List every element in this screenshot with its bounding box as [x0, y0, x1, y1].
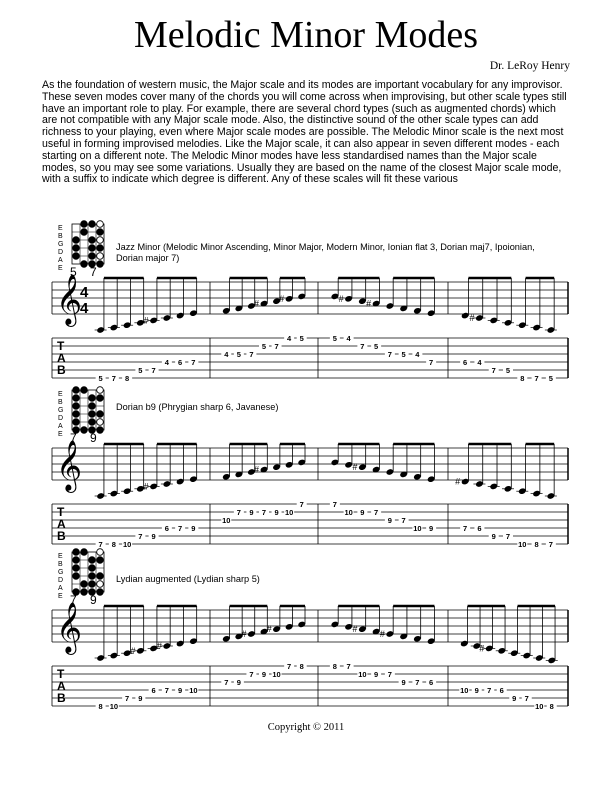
- tab-fret-number: 7: [360, 342, 365, 351]
- tab-fret-number: 8: [332, 662, 337, 671]
- fretboard-dot: [97, 589, 104, 596]
- tab-fret-number: 7: [261, 508, 267, 517]
- tab-fret-number: 8: [520, 374, 525, 383]
- tab-clef-letter: A: [57, 517, 66, 531]
- tab-fret-number: 6: [164, 524, 169, 533]
- time-signature-bottom: 4: [80, 300, 89, 317]
- tab-fret-number: 9: [374, 670, 379, 679]
- fret-label: 9: [90, 431, 97, 445]
- tab-fret-number: 4: [224, 350, 229, 359]
- fretboard-dot: [89, 581, 96, 588]
- tab-fret-number: 5: [374, 342, 379, 351]
- tab-fret-number: 8: [125, 374, 130, 383]
- string-name: G: [58, 407, 64, 414]
- tab-fret-number: 10: [535, 702, 544, 711]
- accidental-sharp: #: [254, 298, 260, 309]
- string-name: B: [58, 399, 63, 406]
- fretboard-dot: [89, 237, 96, 244]
- fretboard-dot: [81, 221, 88, 228]
- mode-name: Lydian augmented (Lydian sharp 5): [116, 574, 260, 584]
- string-name: D: [58, 249, 64, 256]
- tab-fret-number: 7: [487, 686, 492, 695]
- tab-fret-number: 7: [249, 670, 254, 679]
- accidental-sharp: #: [366, 298, 372, 309]
- tab-fret-number: 9: [138, 694, 143, 703]
- tab-fret-number: 9: [236, 678, 241, 687]
- tab-fret-number: 7: [415, 678, 420, 687]
- fretboard-dot: [97, 395, 104, 402]
- accidental-sharp: #: [338, 293, 344, 304]
- tab-fret-number: 7: [374, 508, 379, 517]
- string-name: E: [58, 391, 63, 398]
- string-name: B: [58, 233, 63, 240]
- tab-fret-number: 10: [284, 508, 294, 517]
- tab-fret-number: 7: [387, 670, 392, 679]
- intro-paragraph: As the foundation of western music, the Major scale and its modes are important vocabulary for any improvisor. These seven modes cover many of the chords you will come across when improvising, but other scale types still have an important role to play. For example, there are several chord types (such as augmented chords) which are not compatible with any Major scale mode. Also, the distinctive sound of the other scale types can add richness to your playing, even where Major scale modes are possible. The Melodic Minor scale is the next most useful in forming improvised melodies. Like the Major scale, it can also appear in seven different modes - each starting on a different note. The Melodic Minor modes have less standardised names than the Major scale modes, so you may see some variations. Usually they are based on the name of the closest Major scale mode, with a suffix to indicate which degree is different. Any of these scales will fit these various: [42, 79, 567, 186]
- fretboard-dot: [73, 573, 80, 580]
- tab-fret-number: 8: [98, 702, 103, 711]
- tab-fret-number: 7: [236, 508, 241, 517]
- tab-fret-number: 5: [98, 374, 103, 383]
- fretboard-dot: [81, 261, 88, 268]
- tab-fret-number: 10: [222, 516, 231, 525]
- tab-fret-number: 7: [505, 532, 511, 541]
- tab-fret-number: 9: [249, 508, 254, 517]
- tab-fret-number: 8: [549, 702, 554, 711]
- tab-fret-number: 7: [274, 342, 279, 351]
- tab-fret-number: 7: [346, 662, 351, 671]
- fretboard-dot: [89, 557, 96, 564]
- string-name: G: [58, 241, 64, 248]
- tab-fret-number: 7: [138, 532, 143, 541]
- fretboard-dot: [73, 245, 80, 252]
- accidental-sharp: #: [379, 629, 385, 639]
- fretboard-dot: [97, 549, 104, 556]
- string-name: E: [58, 225, 63, 232]
- fretboard-dot: [97, 419, 104, 426]
- accidental-sharp: #: [352, 624, 358, 635]
- accidental-sharp: #: [455, 476, 461, 487]
- fretboard-dot: [89, 573, 96, 580]
- fretboard-dot: [97, 411, 104, 418]
- fretboard-dot: [73, 411, 80, 418]
- accidental-sharp: #: [241, 629, 247, 639]
- fretboard-dot: [97, 221, 104, 228]
- tab-fret-number: 10: [272, 670, 281, 679]
- tab-fret-number: 6: [477, 524, 482, 533]
- fretboard-dot: [89, 403, 96, 410]
- tab-fret-number: 7: [524, 694, 529, 703]
- string-name: D: [58, 577, 64, 584]
- fretboard-dot: [81, 589, 88, 596]
- tab-fret-number: 9: [178, 686, 183, 695]
- fretboard-dot: [73, 557, 80, 564]
- fretboard-dot: [73, 403, 80, 410]
- tab-clef-letter: B: [57, 691, 66, 705]
- string-name: G: [58, 569, 64, 576]
- mode-name: Jazz Minor (Melodic Minor Ascending, Minor Major, Modern Minor, Ionian flat 3, Dorian maj7, Ipoionian, Dorian major 7): [116, 242, 535, 263]
- tab-fret-number: 7: [151, 366, 156, 375]
- tab-fret-number: 7: [287, 662, 292, 671]
- string-name: A: [58, 423, 63, 430]
- tab-clef-letter: A: [57, 679, 66, 693]
- fretboard-dot: [89, 411, 96, 418]
- fretboard-dot: [73, 549, 80, 556]
- tab-fret-number: 5: [299, 334, 304, 343]
- tab-clef-letter: B: [57, 363, 66, 377]
- tab-fret-number: 5: [138, 366, 143, 375]
- tab-fret-number: 4: [477, 358, 482, 367]
- tab-clef-letter: T: [57, 667, 65, 681]
- mode-section-lydian-augmented: [0, 548, 612, 718]
- tab-fret-number: 5: [261, 342, 267, 351]
- accidental-sharp: #: [279, 293, 285, 304]
- tab-fret-number: 7: [491, 366, 496, 375]
- string-name: A: [58, 585, 63, 592]
- fret-label: 7: [70, 431, 77, 445]
- tab-fret-number: 9: [401, 678, 406, 687]
- tab-fret-number: 5: [332, 334, 337, 343]
- fretboard-dot: [97, 253, 104, 260]
- fretboard-dot: [97, 557, 104, 564]
- tab-fret-number: 7: [98, 540, 103, 549]
- string-name: E: [58, 593, 63, 600]
- fretboard-dot: [89, 253, 96, 260]
- tab-fret-number: 6: [429, 678, 434, 687]
- accidental-sharp: #: [143, 315, 149, 326]
- fretboard-dot: [81, 549, 88, 556]
- mode-name: Dorian b9 (Phrygian sharp 6, Javanese): [116, 402, 279, 412]
- tab-fret-number: 10: [109, 702, 119, 711]
- fretboard-dot: [89, 565, 96, 572]
- tab-fret-number: 7: [191, 358, 196, 367]
- tab-fret-number: 9: [512, 694, 517, 703]
- fret-label: 9: [90, 593, 97, 607]
- tab-clef-letter: T: [57, 339, 65, 353]
- fretboard-dot: [73, 237, 80, 244]
- string-name: B: [58, 561, 63, 568]
- tab-fret-number: 10: [413, 524, 422, 533]
- tab-clef-letter: T: [57, 505, 65, 519]
- fretboard-dot: [89, 395, 96, 402]
- tab-fret-number: 7: [401, 516, 406, 525]
- tab-clef-letter: A: [57, 351, 66, 365]
- tab-fret-number: 7: [548, 540, 553, 549]
- accidental-sharp: #: [143, 481, 149, 492]
- tab-fret-number: 10: [460, 686, 469, 695]
- mode-section-dorian-b9: [0, 386, 612, 556]
- fretboard-dot: [89, 221, 96, 228]
- string-name: E: [58, 265, 63, 272]
- fret-label: 7: [90, 265, 97, 279]
- accidental-sharp: #: [469, 313, 475, 323]
- fretboard-dot: [89, 419, 96, 426]
- treble-clef-icon: 𝄞: [56, 441, 83, 490]
- fretboard-dot: [97, 245, 104, 252]
- fretboard-dot: [81, 229, 88, 236]
- tab-fret-number: 9: [274, 508, 279, 517]
- accidental-sharp: #: [254, 464, 260, 475]
- tab-fret-number: 7: [429, 358, 434, 367]
- page-title: Melodic Minor Modes: [133, 14, 479, 56]
- tab-fret-number: 6: [463, 358, 468, 367]
- tab-fret-number: 10: [189, 686, 198, 695]
- time-signature-top: 4: [80, 284, 89, 301]
- fretboard-dot: [81, 427, 88, 434]
- fretboard-dot: [97, 427, 104, 434]
- tab-fret-number: 7: [125, 694, 130, 703]
- tab-fret-number: 7: [387, 350, 392, 359]
- tab-fret-number: 6: [151, 686, 156, 695]
- fretboard-dot: [97, 261, 104, 268]
- tab-fret-number: 10: [344, 508, 353, 517]
- fretboard-dot: [81, 387, 88, 394]
- mode-section-jazz-minor: [0, 220, 612, 390]
- string-name: E: [58, 553, 63, 560]
- tab-fret-number: 9: [491, 532, 496, 541]
- tab-fret-number: 4: [346, 334, 351, 343]
- tab-fret-number: 8: [534, 540, 539, 549]
- fret-label: 7: [70, 593, 77, 607]
- fretboard-dot: [97, 581, 104, 588]
- accidental-sharp: #: [130, 645, 136, 656]
- tab-fret-number: 5: [548, 374, 553, 383]
- fretboard-dot: [97, 573, 104, 580]
- tab-fret-number: 9: [261, 670, 267, 679]
- tab-fret-number: 7: [178, 524, 183, 533]
- fretboard-dot: [73, 395, 80, 402]
- tab-fret-number: 4: [415, 350, 420, 359]
- tab-fret-number: 7: [534, 374, 539, 383]
- fretboard-dot: [73, 253, 80, 260]
- fretboard-dot: [81, 581, 88, 588]
- tab-fret-number: 7: [299, 500, 304, 509]
- string-name: A: [58, 257, 63, 264]
- string-name: E: [58, 431, 63, 438]
- tab-clef-letter: B: [57, 529, 66, 543]
- accidental-sharp: #: [156, 641, 162, 651]
- treble-clef-icon: 𝄞: [56, 603, 83, 652]
- string-name: D: [58, 415, 64, 422]
- accidental-sharp: #: [479, 643, 485, 654]
- tab-fret-number: 4: [287, 334, 292, 343]
- tab-fret-number: 9: [387, 516, 392, 525]
- tab-fret-number: 7: [463, 524, 468, 533]
- fretboard-dot: [89, 245, 96, 252]
- tab-fret-number: 9: [429, 524, 434, 533]
- tab-fret-number: 9: [474, 686, 479, 695]
- fretboard-dot: [73, 387, 80, 394]
- accidental-sharp: #: [266, 624, 272, 635]
- author: Dr. LeRoy Henry: [489, 60, 570, 72]
- tab-fret-number: 8: [111, 540, 116, 549]
- fretboard-dot: [73, 419, 80, 426]
- tab-fret-number: 6: [178, 358, 183, 367]
- tab-fret-number: 9: [191, 524, 196, 533]
- fretboard-dot: [97, 229, 104, 236]
- tab-fret-number: 10: [122, 540, 132, 549]
- tab-fret-number: 9: [151, 532, 156, 541]
- tab-fret-number: 5: [505, 366, 511, 375]
- tab-fret-number: 7: [332, 500, 337, 509]
- tab-fret-number: 5: [236, 350, 241, 359]
- tab-fret-number: 7: [111, 374, 116, 383]
- tab-fret-number: 7: [249, 350, 254, 359]
- tab-fret-number: 5: [401, 350, 406, 359]
- tab-fret-number: 7: [224, 678, 229, 687]
- tab-fret-number: 4: [164, 358, 169, 367]
- copyright: Copyright © 2011: [267, 722, 345, 733]
- tab-fret-number: 7: [164, 686, 169, 695]
- tab-fret-number: 10: [518, 540, 527, 549]
- treble-clef-icon: 𝄞: [56, 275, 83, 324]
- tab-fret-number: 6: [499, 686, 504, 695]
- tab-fret-number: 10: [358, 670, 367, 679]
- fretboard-dot: [97, 387, 104, 394]
- tab-fret-number: 8: [299, 662, 304, 671]
- tab-fret-number: 9: [360, 508, 365, 517]
- fretboard-dot: [73, 565, 80, 572]
- fret-label: 5: [70, 265, 77, 279]
- accidental-sharp: #: [352, 462, 358, 473]
- fretboard-dot: [97, 237, 104, 244]
